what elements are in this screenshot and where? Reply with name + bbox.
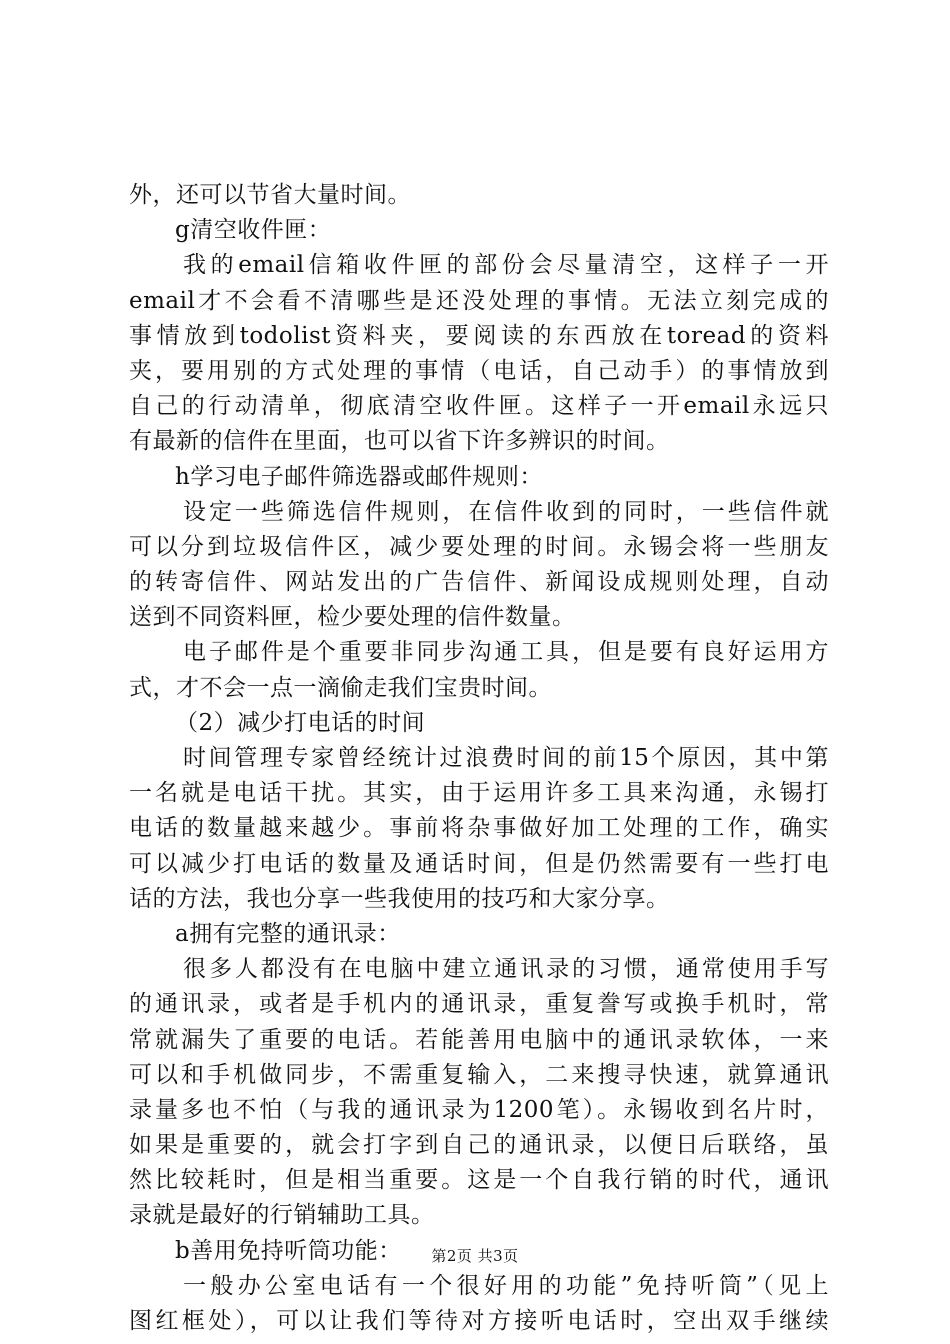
text-line: 可以和手机做同步，不需重复输入，二来搜寻快速，就算通讯	[129, 1061, 829, 1088]
document-body	[129, 178, 829, 1339]
text-line: 的转寄信件、网站发出的广告信件、新闻设成规则处理，自动	[129, 569, 829, 596]
text-line: 的通讯录，或者是手机内的通讯录，重复誊写或换手机时，常	[129, 991, 829, 1018]
text-line: 录量多也不怕（与我的通讯录为1200笔）。永锡收到名片时，	[129, 1096, 829, 1123]
text-line: 然比较耗时，但是相当重要。这是一个自我行销的时代，通讯	[129, 1167, 829, 1194]
text-line: 如果是重要的，就会打字到自己的通讯录，以便日后联络，虽	[129, 1132, 829, 1159]
text-line: 事情放到todolist资料夹，要阅读的东西放在toread的资料	[129, 322, 829, 349]
text-line: 录就是最好的行销辅助工具。	[129, 1202, 435, 1229]
text-line: 常就漏失了重要的电话。若能善用电脑中的通讯录软体，一来	[129, 1026, 829, 1053]
text-line: 图红框处），可以让我们等待对方接听电话时，空出双手继续	[129, 1308, 829, 1334]
text-line: 自己的行动清单，彻底清空收件匣。这样子一开email永远只	[129, 393, 829, 420]
text-line: a拥有完整的通讯录：	[175, 920, 401, 947]
text-line: 一名就是电话干扰。其实，由于运用许多工具来沟通，永锡打	[129, 780, 829, 807]
text-line: email才不会看不清哪些是还没处理的事情。无法立刻完成的	[129, 287, 829, 314]
text-line: 夹，要用别的方式处理的事情（电话，自己动手）的事情放到	[129, 357, 829, 384]
text-line: 可以减少打电话的数量及通话时间，但是仍然需要有一些打电	[129, 850, 829, 877]
text-line: 设定一些筛选信件规则，在信件收到的同时，一些信件就	[183, 498, 829, 525]
text-line: 有最新的信件在里面，也可以省下许多辨识的时间。	[129, 428, 670, 455]
text-line: 话的方法，我也分享一些我使用的技巧和大家分享。	[129, 885, 670, 912]
text-line: 式，才不会一点一滴偷走我们宝贵时间。	[129, 674, 552, 701]
text-line: 电话的数量越来越少。事前将杂事做好加工处理的工作，确实	[129, 815, 829, 842]
text-line: 送到不同资料匣，检少要处理的信件数量。	[129, 604, 576, 631]
text-line: b善用免持听筒功能：	[175, 1237, 402, 1264]
text-line: 我的email信箱收件匣的部份会尽量清空，这样子一开	[183, 252, 829, 279]
text-line: g清空收件匣：	[175, 217, 332, 244]
text-line: h学习电子邮件筛选器或邮件规则：	[175, 463, 543, 490]
text-line: （2）减少打电话的时间	[175, 709, 426, 736]
text-line: 很多人都没有在电脑中建立通讯录的习惯，通常使用手写	[183, 956, 829, 983]
text-line: 电子邮件是个重要非同步沟通工具，但是要有良好运用方	[183, 639, 829, 666]
text-line: 外，还可以节省大量时间。	[129, 182, 411, 208]
text-line: 可以分到垃圾信件区，减少要处理的时间。永锡会将一些朋友	[129, 533, 829, 560]
text-line: 时间管理专家曾经统计过浪费时间的前15个原因，其中第	[183, 745, 829, 771]
page-footer: 第2页 共3页	[431, 1247, 519, 1265]
text-line: 一般办公室电话有一个很好用的功能”免持听筒”（见上	[183, 1272, 829, 1299]
